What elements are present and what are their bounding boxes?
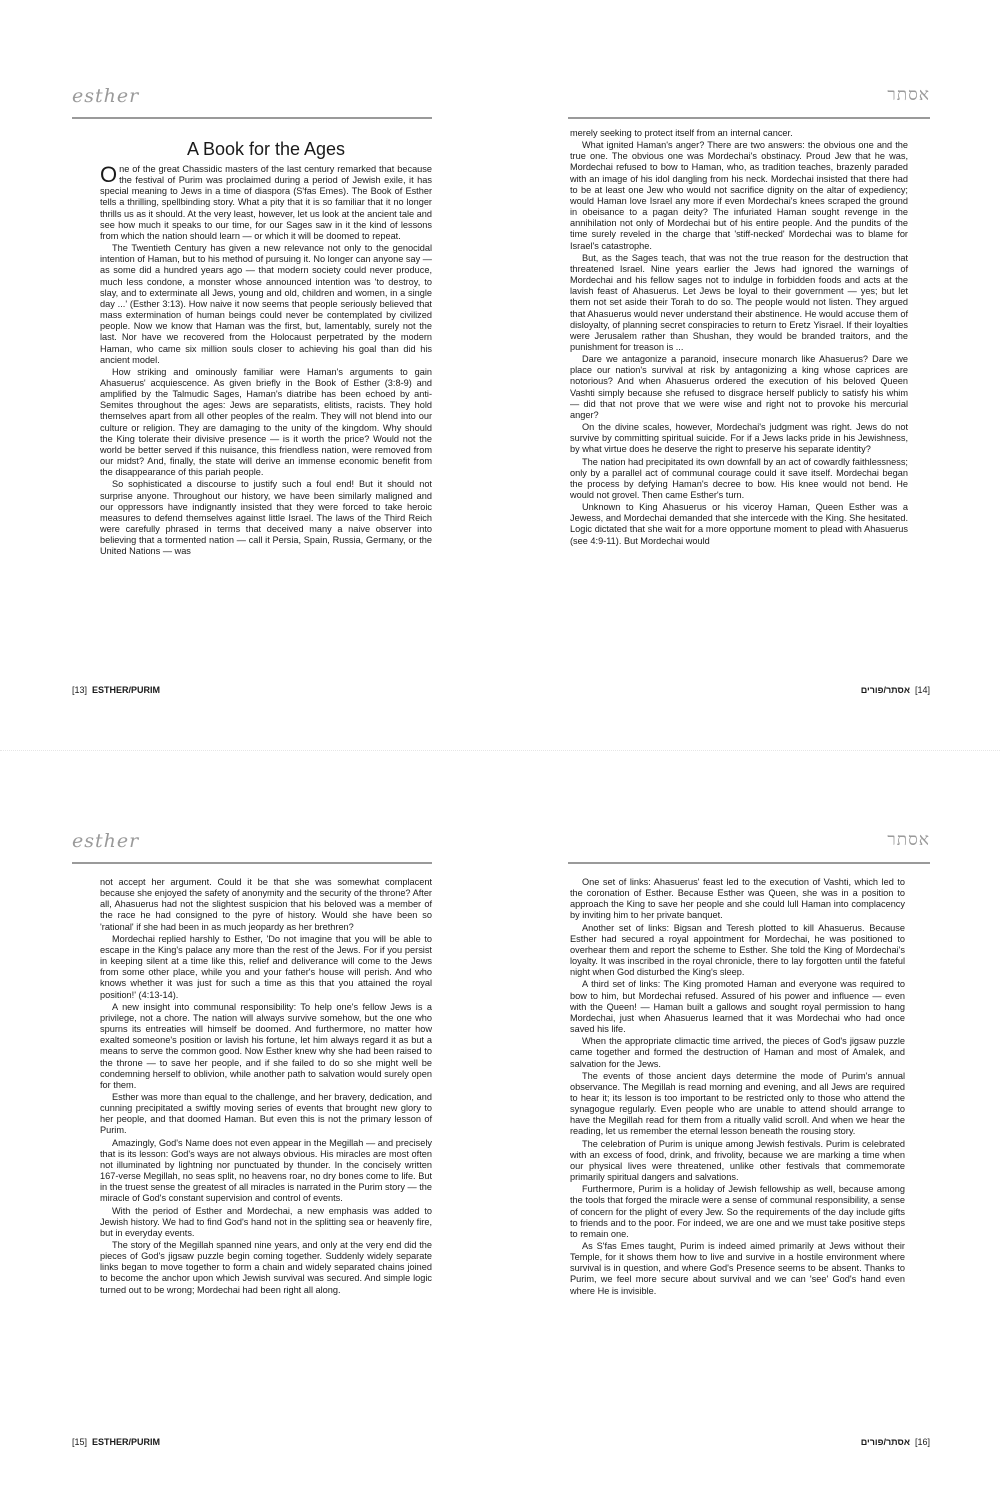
folio	[861, 685, 930, 695]
paragraph: The events of those ancient days determine the mode of Purim's annual observance. The Megillah is read morning and evening, and all Jews are required to hear it; its lesson is too important to be restricted only to those who attend the synagogue regularly. Even people who are unable to attend should arrange to have the Megillah read for them from a ritually valid scroll. And when we hear the reading, let us remember the eternal lesson beneath the rousing story.	[570, 1070, 905, 1137]
paragraph: Furthermore, Purim is a holiday of Jewish fellowship as well, because among the tools that forged the miracle were a sense of communal responsibility, a sense of concern for the plight of every Jew. So the requirements of the day include gifts to friends and to the poor. For indeed, we are one and we must take positive steps to remain one.	[570, 1184, 905, 1239]
paragraph-text: ne of the great Chassidic masters of the last century remarked that because the festival of Purim was proclaimed during a period of Jewish exile, it has special meaning to Jews in a time of diaspora (S'fas Emes). The Book of Esther tells a thrilling, spellbinding story. What a pity that it is so familiar that it no longer thrills us as it should. At the very least, however, let us look at the ancient tale and see how much it speaks to our time, for our Sages saw in it the kind of lessons from which the nation should learn — or which it will be doomed to repeat.	[100, 164, 432, 241]
folio	[861, 1437, 930, 1447]
paragraph: Amazingly, God's Name does not even appear in the Megillah — and precisely that is its lesson: God's ways are not always obvious. His miracles are most often not illuminated by lightning nor punctuated by thunder. In the concisely written 167-verse Megillah, no seas split, no heavens roar, no dry bones come to life. But in the truest sense the greatest of all miracles is narrated in the Purim story — the miracle of God's constant supervision and control of events.	[100, 1137, 432, 1204]
page-number: [14]	[914, 685, 930, 695]
folio-label: אסתר/פורים	[860, 685, 910, 695]
running-head-hebrew: אסתר	[887, 830, 930, 850]
paragraph: Mordechai replied harshly to Esther, 'Do not imagine that you will be able to escape in the King's palace any more than the rest of the Jews. For if you persist in keeping silent at a time like this, relief and deliverance will come to the Jews from some other place, while you and your father's house will perish. And who knows whether it was just for such a time as this that you attained the royal position!' (4:13-14).	[100, 933, 432, 1000]
paragraph: Esther was more than equal to the challenge, and her bravery, dedication, and cunning precipitated a swiftly moving series of events that brought new glory to her people, and that doomed Haman. But even this is not the primary lesson of Purim.	[100, 1091, 432, 1136]
paragraph: The Twentieth Century has given a new relevance not only to the genocidal intention of Haman, but to his method of pursuing it. No longer can anyone say — as some did a hundred years ago — that modern society could never produce, much less condone, a monster whose announced intention was 'to destroy, to slay, and to exterminate all Jews, young and old, children and women, in a single day ...' (Esther 3:13). How naive it now seems that people seriously believed that mass extermination of human beings could never be contemplated by civilized people. Now we know that Haman was the first, but, lamentably, surely not the last. Nor have we recovered from the Holocaust perpetrated by the modern Haman, who came six million souls closer to achieving his goal than did his ancient model.	[100, 243, 432, 365]
paragraph: With the period of Esther and Mordechai, a new emphasis was added to Jewish history. We had to find God's hand not in the splitting sea or heavenly fire, but in everyday events.	[100, 1205, 432, 1238]
page-number: [13]	[72, 685, 88, 695]
paragraph: When the appropriate climactic time arrived, the pieces of God's jigsaw puzzle came together and formed the destruction of Haman and most of Amalek, and salvation for the Jews.	[570, 1036, 905, 1069]
folio-label: ESTHER/PURIM	[92, 685, 161, 695]
page-14	[500, 0, 1000, 750]
page-13	[0, 0, 500, 750]
running-head-hebrew: אסתר	[887, 85, 930, 105]
paragraph: The story of the Megillah spanned nine years, and only at the very end did the pieces of God's jigsaw puzzle begin coming together. Suddenly widely separate links began to move together to form a chain and widely separated chains joined to become the anchor upon which Jewish survival was secured. And simple logic turned out to be wrong; Mordechai had been right all along.	[100, 1240, 432, 1295]
page-number: [15]	[72, 1437, 88, 1447]
page-13-body	[100, 164, 432, 558]
folio-label: אסתר/פורים	[860, 1437, 910, 1447]
paragraph: Dare we antagonize a paranoid, insecure monarch like Ahasuerus? Dare we place our nation's survival at risk by antagonizing a king whose caprices are notorious? And when Ahasuerus ordered the execution of his beloved Queen Vashti simply because she refused to disgrace herself publicly to satisfy his whim — did that not prove that we were wise and right not to provoke his mercurial anger?	[570, 354, 908, 420]
page-16-body	[570, 877, 905, 1298]
page-title: A Book for the Ages	[186, 139, 346, 159]
folio	[72, 685, 160, 695]
paragraph: So sophisticated a discourse to justify such a foul end! But it should not surprise anyone. Throughout our history, we have been similarly maligned and our oppressors have indignantly insisted that they were forced to take heroic measures to defend themselves against little Israel. The laws of the Third Reich were carefully phrased in terms that deceived many a naive observer into believing that a tormented nation — call it Persia, Spain, Russia, Germany, or the United Nations — was	[100, 479, 432, 557]
paragraph: A third set of links: The King promoted Haman and everyone was required to bow to him, but Mordechai refused. Assured of his power and influence — even with the Queen! — Haman built a gallows and sought royal permission to hang Mordechai, just when Ahasuerus learned that it was Mordechai who had once saved his life.	[570, 979, 905, 1035]
paragraph: The nation had precipitated its own downfall by an act of cowardly faithlessness; only by a parallel act of communal courage could it save itself. Mordechai began the process by defying Haman's decree to bow. His knee would not bend. He would not grovel. Then came Esther's turn.	[570, 456, 908, 500]
paragraph: On the divine scales, however, Mordechai's judgment was right. Jews do not survive by committing spiritual suicide. For if a Jews lacks pride in his Jewishness, by what virtue does he deserve the right to preserve his separate identity?	[570, 422, 908, 455]
page-number: [16]	[914, 1437, 930, 1447]
paragraph	[100, 164, 432, 242]
header-rule	[568, 117, 930, 119]
page-14-body	[570, 128, 908, 548]
paragraph: One set of links: Ahasuerus' feast led to the execution of Vashti, which led to the coronation of Esther. Because Esther was Queen, she was in a position to approach the King to save her people and she could lull Haman into complacency by inviting him to her private banquet.	[570, 877, 905, 921]
drop-cap: O	[100, 162, 118, 187]
header-rule	[72, 862, 432, 864]
header-rule	[568, 862, 930, 864]
paragraph: Another set of links: Bigsan and Teresh plotted to kill Ahasuerus. Because Esther had secured a royal appointment for Mordechai, he was positioned to overhear them and report the scheme to Esther. She told the King of Mordechai's loyalty. It was inscribed in the royal chronicle, there to lay forgotten until the fateful night when God disturbed the King's sleep.	[570, 922, 905, 978]
paragraph: Unknown to King Ahasuerus or his viceroy Haman, Queen Esther was a Jewess, and Mordechai demanded that she intercede with the King. She hesitated. Logic dictated that she wait for a more opportune moment to plead with Ahasuerus (see 4:9-11). But Mordechai would	[570, 502, 908, 546]
page-15-body	[100, 877, 432, 1297]
paragraph: But, as the Sages teach, that was not the true reason for the destruction that threatened Israel. Nine years earlier the Jews had ignored the warnings of Mordechai and his fellow sages not to indulge in forbidden foods and acts at the lavish feast of Ahasuerus. Let Jews be loyal to their government — yes; but let them not set aside their Torah to do so. The people would not listen. They argued that Ahasuerus would never understand their abstinence. He would accuse them of disloyalty, of planning secret conspiracies to return to Eretz Yisrael. If their loyalties were Jerusalem rather than Shushan, they would be branded traitors, and the punishment for treason is ...	[570, 252, 908, 352]
paragraph: As S'fas Emes taught, Purim is indeed aimed primarily at Jews without their Temple, for it shows them how to live and survive in a hostile environment where survival is in question, and where God's Presence seems to be absent. Thanks to Purim, we feel more secure about survival and we can 'see' God's hand even where He is invisible.	[570, 1241, 905, 1296]
page-15	[0, 750, 500, 1500]
page-16	[500, 750, 1000, 1500]
folio-label: ESTHER/PURIM	[92, 1437, 161, 1447]
folio	[72, 1437, 160, 1447]
paragraph: A new insight into communal responsibility: To help one's fellow Jews is a privilege, not a chore. The nation will always survive somehow, but the one who spurns its entreaties will himself be doomed. And furthermore, no matter how exalted someone's position or lavish his fortune, let him always regard it as but a means to serve the common good. Now Esther knew why she had been raised to the throne — to save her people, and if she failed to do so she might well be condemning herself to oblivion, while another path to salvation would surely open for them.	[100, 1001, 432, 1090]
paragraph: How striking and ominously familiar were Haman's arguments to gain Ahasuerus' acquiescence. As given briefly in the Book of Esther (3:8-9) and amplified by the Talmudic Sages, Haman's diatribe has been echoed by anti-Semites throughout the ages: Jews are separatists, elitists, racists. They hold themselves apart from all other peoples of the realm. They will not blend into our culture or religion. They are damaging to the unity of the kingdom. Why should the King tolerate their divisive presence — is it worth the price? Would not the world be better served if this nuisance, this friendless nation, were removed from our midst? And, finally, the state will derive an immense economic benefit from the disappearance of this pariah people.	[100, 366, 432, 478]
paragraph: What ignited Haman's anger? There are two answers: the obvious one and the true one. The obvious one was Mordechai's obstinacy. Proud Jew that he was, Mordechai refused to bow to Haman, who, as tradition teaches, brazenly paraded with an image of his idol dangling from his neck. Mordechai insisted that there had to be at least one Jew who would not sacrifice dignity on the altar of expediency; would Haman love Israel any more if even Mordechai's knees scraped the ground in obeisance to a pagan deity? The infuriated Haman sought revenge in the annihilation not only of Mordechai but of his entire people. And the pundits of the time surely reveled in the charge that 'stiff-necked' Mordechai was to blame for Israel's catastrophe.	[570, 140, 908, 251]
paragraph: not accept her argument. Could it be that she was somewhat complacent because she enjoyed the safety of anonymity and the security of the throne? After all, Ahasuerus had not the slightest suspicion that his beloved was a member of the race he had consigned to the pyre of history. Would she have been so 'rational' if she had been in as much jeopardy as her brethren?	[100, 877, 432, 932]
paragraph: merely seeking to protect itself from an internal cancer.	[570, 128, 793, 138]
running-head-english: esther	[72, 830, 140, 852]
running-head-english: esther	[72, 85, 140, 107]
header-rule	[72, 117, 432, 119]
paragraph: The celebration of Purim is unique among Jewish festivals. Purim is celebrated with an excess of food, drink, and frivolity, because we are marking a time when our physical lives were threatened, unlike other festivals that commemorate primarily spiritual dangers and salvations.	[570, 1138, 905, 1183]
